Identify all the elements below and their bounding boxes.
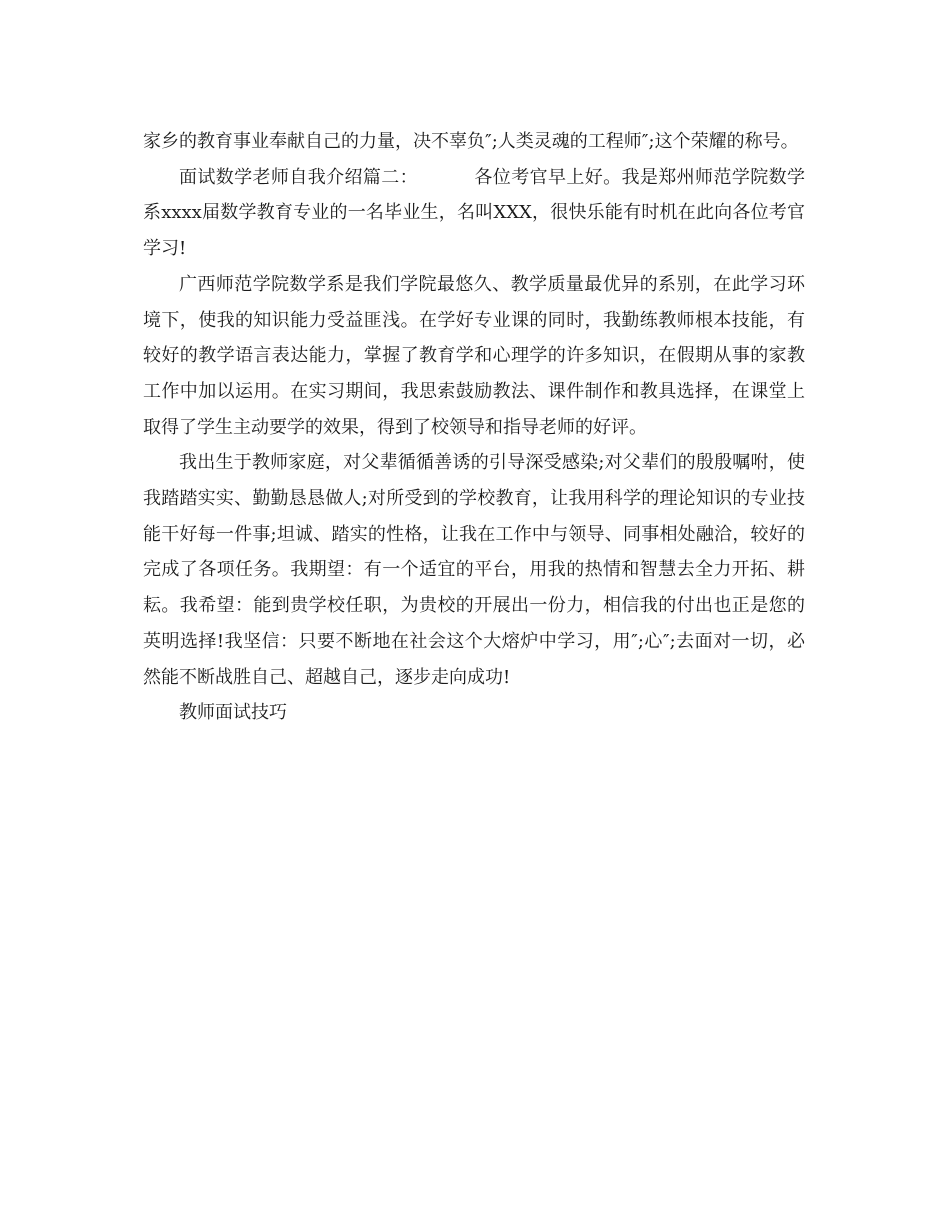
document-body [143, 124, 805, 731]
section-heading: 面试数学老师自我介绍篇二： [179, 166, 419, 188]
paragraph-1: 家乡的教育事业奉献自己的力量，决不辜负″;人类灵魂的工程师″;这个荣耀的称号。 [143, 131, 799, 152]
section-body: 各位考官早上好。我是郑州师范学院数学系xxxx届数学教育专业的一名毕业生，名叫XXX，很快乐能有时机在此向各位考官学习! [143, 166, 805, 260]
paragraph-5: 教师面试技巧 [179, 702, 287, 724]
paragraph-2 [143, 160, 805, 267]
paragraph-3: 广西师范学院数学系是我们学院最悠久、教学质量最优异的系别，在此学习环境下，使我的知识能力受益匪浅。在学好专业课的同时，我勤练教师根本技能，有较好的教学语言表达能力，掌握了教育学和心理学的许多知识，在假期从事的家教工作中加以运用。在实习期间，我思索鼓励教法、课件制作和教具选择，在课堂上取得了学生主动要学的效果，得到了校领导和指导老师的好评。 [143, 273, 805, 438]
paragraph-4: 我出生于教师家庭，对父辈循循善诱的引导深受感染;对父辈们的殷殷嘱咐，使我踏踏实实、勤勤恳恳做人;对所受到的学校教育，让我用科学的理论知识的专业技能干好每一件事;坦诚、踏实的性格，让我在工作中与领导、同事相处融洽，较好的完成了各项任务。我期望：有一个适宜的平台，用我的热情和智慧去全力开拓、耕耘。我希望：能到贵学校任职，为贵校的开展出一份力，相信我的付出也正是您的英明选择!我坚信：只要不断地在社会这个大熔炉中学习，用″;心″;去面对一切，必然能不断战胜自己、超越自己，逐步走向成功! [143, 452, 805, 688]
